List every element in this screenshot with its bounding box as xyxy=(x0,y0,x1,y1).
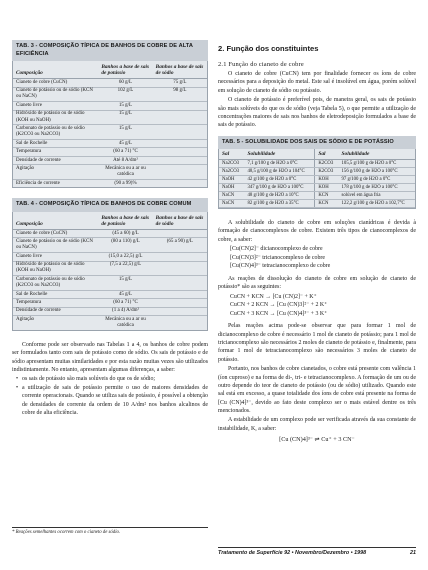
table5-row-cell: Na2CO3 xyxy=(219,168,244,176)
table3-row-cell: 75 g/L xyxy=(153,79,207,87)
paragraph: O cianeto de cobre (CuCN) tem por finalidade fornecer os íons de cobre necessários para a deposição do metal. Este sal é insolúvel em água, porém solúvel em solução de cianeto de sódio ou potássio. xyxy=(218,71,416,94)
table5-header: Sal xyxy=(315,149,339,160)
table3-row xyxy=(13,156,207,164)
table3-row-cell: Cianeto livre xyxy=(13,102,98,110)
table5-row-cell: 82 g/100 g de H2O a 35°C xyxy=(244,200,314,208)
table4-header: Composição xyxy=(13,212,98,230)
paragraph: Portanto, nos banhos de cobre cianetados, o cobre está presente com valência 1 (íon cuproso) e na forma de di-, tri- e tetracianocomplexo. A formação de um ou de outro depende do teor de cianeto de potássio (ou de sódio) utilizado. Quando este sal está em excesso, a quase totalidade dos íons de cobre está presente na forma de [Cu (CN)4]³⁻, devido ao fato deste complexo ser o mais estável dentre os três mencionados. xyxy=(218,366,416,415)
table5-row-cell: 347 g/100 g de H2O a 100°C xyxy=(244,184,314,192)
table4-row-cell xyxy=(153,253,207,261)
table3-row-cell: 15 g/L xyxy=(98,125,152,140)
paragraph: Pelas reações acima pode-se observar que para formar 1 mol de dicianocomplexo de cobre é necessário 1 mol de cianeto de potássio; para 1 mol de tricianocomplexo são necessários 2 moles de cianeto de potássio e, finalmente, para formar 1 mol de tetracianocomplexo são necessários 3 moles de cianeto de potássio. xyxy=(218,323,416,363)
table4-row-cell: Densidade de corrente xyxy=(13,307,98,315)
table5-row-cell: 105,5 g/100 g de H2O a 0°C xyxy=(339,160,415,168)
table3-row-cell xyxy=(153,148,207,156)
table4-row-cell: 45 g/L xyxy=(98,290,152,298)
table4-row xyxy=(13,238,207,253)
table3-row-cell: Temperatura xyxy=(13,148,98,156)
table3-row-cell: Agitação xyxy=(13,165,98,180)
table3-row xyxy=(13,140,207,148)
table3-row-cell: Carbonato de potássio ou de sódio (K2CO3 ou Na2CO3) xyxy=(13,125,98,140)
table4-row-cell xyxy=(153,307,207,315)
table4-row-cell: 15 g/L xyxy=(98,276,152,291)
table3-title: TAB. 3 - COMPOSIÇÃO TÍPICA DE BANHOS DE COBRE DE ALTA EFICIÊNCIA xyxy=(12,40,208,61)
table5-header: Solubilidade xyxy=(339,149,415,160)
table4-row-cell xyxy=(153,276,207,291)
table4-row xyxy=(13,230,207,238)
table3-row-cell: 15 g/L xyxy=(98,110,152,125)
table3-row-cell: Sal de Rochelle xyxy=(13,140,98,148)
page-footer xyxy=(218,547,416,556)
table3-row-cell: 15 g/L xyxy=(98,102,152,110)
table5-row-cell: K2CO3 xyxy=(315,160,339,168)
table5-row-cell: 48,5 g/100 g de H2O a 104°C xyxy=(244,168,314,176)
table3-row xyxy=(13,102,207,110)
table4-row xyxy=(13,299,207,307)
complex-item: [Cu(CN)2]⁻ dicianocomplexo de cobre xyxy=(230,246,323,253)
table4-row-cell: (7,5 a 22,5) g/L xyxy=(98,261,152,276)
table4 xyxy=(12,212,208,331)
table5-row xyxy=(219,168,415,176)
table5-row-cell: 122,2 g/100 g de H2O a 102,7°C xyxy=(339,200,415,208)
table5-row xyxy=(219,200,415,208)
table3 xyxy=(12,61,208,188)
right-body-text-final xyxy=(218,322,416,433)
table4-row xyxy=(13,307,207,315)
table4-row-cell: Temperatura xyxy=(13,299,98,307)
table3-row xyxy=(13,180,207,188)
table5-header: Solubilidade xyxy=(244,149,314,160)
table5-row-cell: KOH xyxy=(315,184,339,192)
table5-row-cell: KCN xyxy=(315,192,339,200)
table5-row-cell: NaOH xyxy=(219,184,244,192)
bullet-item: • a utilização de sais de potássio permite o uso de maiores densidades de corrente operacionais. Quando se utiliza sais de potássio, é possível a obtenção de densidades de corrente da ordem de 10 A/dm² nos banhos alcalinos de cobre de alta eficiência. xyxy=(16,384,208,418)
table4-row xyxy=(13,316,207,330)
table4-row-cell: (15,0 a 22,5) g/L xyxy=(98,253,152,261)
complex-item: [Cu(CN)3]²⁻ tricianocomplexo de cobre xyxy=(230,254,326,261)
table4-row-cell: Cianeto livre xyxy=(13,253,98,261)
table5-row-cell: NaCN xyxy=(219,200,244,208)
reaction-equation: CuCN + KCN → [Cu (CN)2]⁻ + K⁺ xyxy=(230,293,317,300)
complex-list xyxy=(218,245,416,271)
table4-row-cell: (60 a 71) °C xyxy=(98,299,152,307)
paragraph: As reações de dissolução do cianeto de cobre em solução de cianeto de potássio* são as seguintes: xyxy=(218,275,416,291)
right-body-text-reactions xyxy=(218,275,416,292)
table4-header: Banhos a base de sais de sódio xyxy=(153,212,207,230)
table3-header: Banhos a base de sais de sódio xyxy=(153,61,207,79)
table3-row-cell xyxy=(153,102,207,110)
table3-row xyxy=(13,79,207,87)
table4-row xyxy=(13,261,207,276)
table4-row-cell xyxy=(153,316,207,330)
table5-row-cell: solúvel em água fria xyxy=(339,192,415,200)
left-column xyxy=(12,40,208,419)
table5-row-cell: NaOH xyxy=(219,176,244,184)
table3-row-cell xyxy=(153,125,207,140)
table5-row xyxy=(219,176,415,184)
table5-row-cell: 7,1 g/100 g de H2O a 0°C xyxy=(244,160,314,168)
table3-row-cell: Hidróxido de potássio ou de sódio (KOH ou NaOH) xyxy=(13,110,98,125)
table4-row xyxy=(13,290,207,298)
table5-title: TAB. 5 - SOLUBILIDADE DOS SAIS DE SÓDIO E DE POTÁSSIO xyxy=(218,136,416,150)
table5-row-cell: 97 g/100 g de H2O a 0°C xyxy=(339,176,415,184)
table5-row xyxy=(219,184,415,192)
table5-row-cell: KCN xyxy=(315,200,339,208)
table3-row-cell: 98 g/L xyxy=(153,87,207,102)
left-body-text xyxy=(12,341,208,417)
table4-title: TAB. 4 - COMPOSIÇÃO TÍPICA DE BANHOS DE COBRE COMUM xyxy=(12,198,208,212)
right-column xyxy=(218,40,416,443)
paragraph: Conforme pode ser observado nas Tabelas 1 a 4, os banhos de cobre podem ser formulados tanto com sais de potássio como de sódio. Os sais de potássio e de sódio apresentam muitas similaridades e por esta razão muitas vezes são utilizados indistintamente. No entanto, apresentam algumas diferenças, a saber: xyxy=(12,341,208,374)
table3-row-cell: Eficiência de corrente xyxy=(16,180,60,186)
table3-row-cell: Até 8 A/dm² xyxy=(98,156,152,164)
table3-row xyxy=(13,87,207,102)
paragraph: A solubilidade do cianeto de cobre em soluções cianídricas é devida à formação de cianocomplexos de cobre. Existem três tipos de cianocomplexos de cobre, a saber: xyxy=(218,220,416,243)
right-body-text-bottom xyxy=(218,219,416,244)
table4-row-cell: Mecânica ou a ar ou catódica xyxy=(105,316,146,329)
table4-row-cell: (1 a 4) A/dm² xyxy=(98,307,152,315)
table3-row-cell xyxy=(153,156,207,164)
table4-row-cell: Agitação xyxy=(16,316,35,322)
table4-row-cell: Cianeto de potássio ou de sódio (KCN ou NaCN) xyxy=(13,238,98,253)
table4-row-cell xyxy=(153,261,207,276)
footnote: * Reações semelhantes ocorrem com o cianeto de sódio. xyxy=(12,527,208,535)
table4-row-cell: Cianeto de cobre (CuCN) xyxy=(13,230,98,238)
table3-row-cell: 60 g/L xyxy=(98,79,152,87)
table4-row-cell xyxy=(153,290,207,298)
page-number: 21 xyxy=(410,550,416,556)
table5-row xyxy=(219,160,415,168)
table5-row-cell: 156 g/100 g de H2O a 100°C xyxy=(339,168,415,176)
table3-row-cell: (90 a 99)% xyxy=(114,180,137,186)
section-title: 2. Função dos constituintes xyxy=(218,44,319,53)
table3-header-row xyxy=(13,61,207,79)
table5-row-cell: K2CO3 xyxy=(315,168,339,176)
table4-header-row xyxy=(13,212,207,230)
journal-footer: Tratamento de Superfície 92 • Novembro/Dezembro • 1998 xyxy=(218,550,367,556)
table4-row-cell: (65 a 90) g/L xyxy=(153,238,207,253)
table3-row-cell xyxy=(153,165,207,180)
table3-header: Composição xyxy=(13,61,98,79)
table3-row-cell: 102 g/L xyxy=(98,87,152,102)
table5-row-cell: NaCN xyxy=(219,192,244,200)
table4-row-cell: Sal de Rochelle xyxy=(13,290,98,298)
table4-row-cell xyxy=(153,299,207,307)
table3-row xyxy=(13,148,207,156)
table4-row-cell: (80 a 110) g/L xyxy=(98,238,152,253)
paragraph: O cianeto de potássio é preferível pois, de maneira geral, os sais de potássio são mais solúveis do que os de sódio (veja Tabela 5), o que permite a utilização de concentrações maiores de sais nos banhos de eletrodeposição formulados a base de sais de potássio. xyxy=(218,97,416,129)
instability-equation: [Cu (CN)4]³⁻ ⇌ Cu⁺ + 3 CN⁻ xyxy=(279,436,355,444)
table3-row-cell: Densidade de corrente xyxy=(13,156,98,164)
table4-row-cell xyxy=(153,230,207,238)
table3-row-cell: 45 g/L xyxy=(98,140,152,148)
table3-row xyxy=(13,125,207,140)
table5 xyxy=(218,149,416,209)
table4-row-cell: (45 a 60) g/L xyxy=(98,230,152,238)
table5-header: Sal xyxy=(219,149,244,160)
table3-header: Banhos a base de sais de potássio xyxy=(98,61,152,79)
table3-row-cell xyxy=(153,180,207,188)
table3-row-cell xyxy=(153,140,207,148)
reaction-equation: CuCN + 2 KCN → [Cu (CN)3]²⁻ + 2 K⁺ xyxy=(230,302,328,309)
table5-row xyxy=(219,192,415,200)
right-body-text-top xyxy=(218,70,416,130)
table4-header: Banhos a base de sais de potássio xyxy=(98,212,152,230)
table5-row-cell: 178 g/100 g de H2O a 100°C xyxy=(339,184,415,192)
bullet-list xyxy=(16,375,208,417)
table3-row-cell xyxy=(153,110,207,125)
table4-row xyxy=(13,276,207,291)
complex-item: [Cu(CN)4]³⁻ tetracianocomplexo de cobre xyxy=(230,263,331,270)
table3-row-cell: (60 a 71) °C xyxy=(98,148,152,156)
table3-row-cell: Mecânica ou a ar ou catódica xyxy=(98,165,152,180)
table5-row-cell: 42 g/100 g de H2O a 0°C xyxy=(244,176,314,184)
reaction-equation: CuCN + 3 KCN → [Cu (CN)4]³⁻ + 3 K⁺ xyxy=(230,310,328,317)
table3-row-cell: Cianeto de potássio ou de sódio (KCN ou NaCN) xyxy=(13,87,98,102)
table4-row xyxy=(13,253,207,261)
table4-row-cell: Carbonato de potássio ou de sódio (K2CO3 ou Na2CO3) xyxy=(13,276,98,291)
table3-row-cell: Cianeto de cobre (CuCN) xyxy=(13,79,98,87)
bullet-item: • os sais de potássio são mais solúveis do que os de sódio; xyxy=(16,375,208,383)
table5-row-cell: Na2CO3 xyxy=(219,160,244,168)
paragraph: A estabilidade de um complexo pode ser verificada através da sua constante de instabilidade, K, a saber: xyxy=(218,417,416,432)
table5-row-cell: KOH xyxy=(315,176,339,184)
table5-header-row xyxy=(219,149,415,160)
table3-row xyxy=(13,165,207,180)
subsection-title: 2.1 Função do cianeto de cobre xyxy=(218,61,304,68)
reaction-list xyxy=(218,293,416,319)
table4-row-cell: Hidróxido de potássio ou de sódio (KOH ou NaOH) xyxy=(13,261,98,276)
table5-row-cell: 48 g/100 g de H2O a 10°C xyxy=(244,192,314,200)
table3-row xyxy=(13,110,207,125)
